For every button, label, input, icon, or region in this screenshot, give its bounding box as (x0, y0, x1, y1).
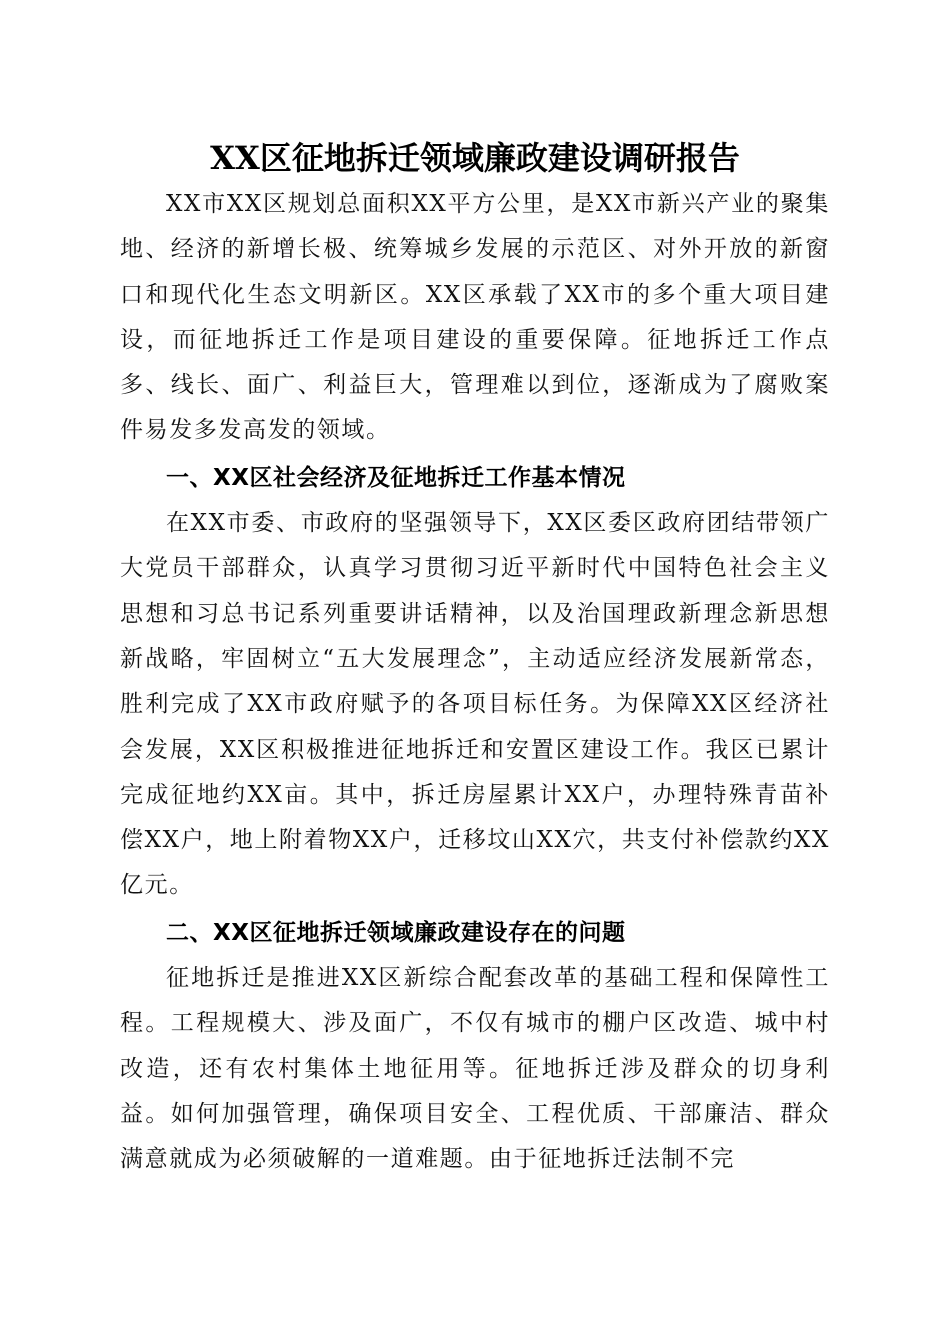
section-heading-1: 一、XX区社会经济及征地拆迁工作基本情况 (166, 464, 626, 491)
section-body-1: 在XX市委、市政府的坚强领导下，XX区委区政府团结带领广大党员干部群众，认真学习贯彻习近平新时代中国特色社会主义思想和习总书记系列重要讲话精神，以及治国理政新理念新思想新战略，牢固树立“五大发展理念”，主动适应经济发展新常态，胜利完成了XX市政府赋予的各项目标任务。为保障XX区经济社会发展，XX区积极推进征地拆迁和安置区建设工作。我区已累计完成征地约XX亩。其中，拆迁房屋累计XX户，办理特殊青苗补偿XX户，地上附着物XX户，迁移坟山XX穴，共支付补偿款约XX亿元。 (120, 510, 830, 899)
document-title: XX区征地拆迁领域廉政建设调研报告 (210, 139, 740, 177)
intro-paragraph: XX市XX区规划总面积XX平方公里，是XX市新兴产业的聚集地、经济的新增长极、统筹城乡发展的示范区、对外开放的新窗口和现代化生态文明新区。XX区承载了XX市的多个重大项目建设，而征地拆迁工作是项目建设的重要保障。征地拆迁工作点多、线长、面广、利益巨大，管理难以到位，逐渐成为了腐败案件易发多发高发的领域。 (120, 191, 830, 444)
section-body-2: 征地拆迁是推进XX区新综合配套改革的基础工程和保障性工程。工程规模大、涉及面广，不仅有城市的棚户区改造、城中村改造，还有农村集体土地征用等。征地拆迁涉及群众的切身利益。如何加强管理，确保项目安全、工程优质、干部廉洁、群众满意就成为必须破解的一道难题。由于征地拆迁法制不完 (120, 965, 830, 1173)
document-body (120, 134, 830, 1183)
section-heading-2: 二、XX区征地拆迁领域廉政建设存在的问题 (166, 919, 626, 946)
